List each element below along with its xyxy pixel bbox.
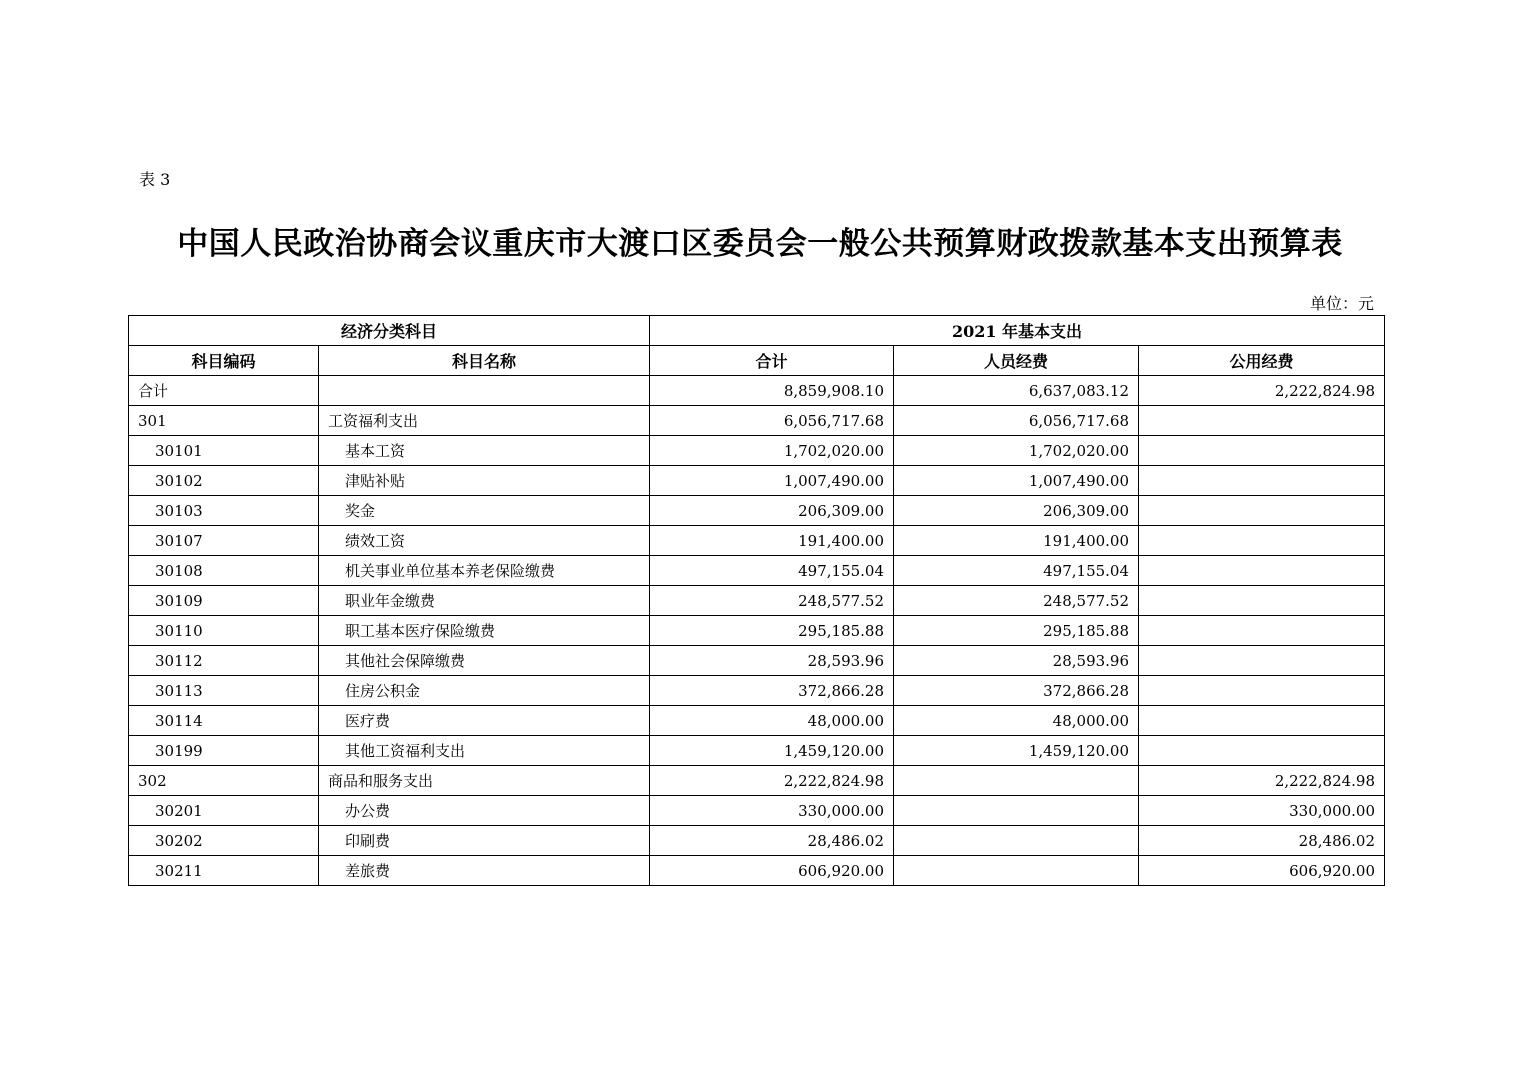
cell-total: 1,702,020.00 [650,436,894,466]
budget-table [128,315,1385,886]
unit-label: 单位：元 [1309,294,1374,313]
table-number-label: 表 3 [139,170,171,189]
cell-code: 30211 [129,856,319,886]
cell-public [1139,676,1385,706]
cell-personnel: 497,155.04 [894,556,1139,586]
cell-personnel: 1,459,120.00 [894,736,1139,766]
table-row [129,736,1385,766]
table-row [129,796,1385,826]
cell-code: 30109 [129,586,319,616]
cell-name: 基本工资 [319,436,650,466]
cell-public [1139,436,1385,466]
table-row [129,826,1385,856]
cell-name: 工资福利支出 [319,406,650,436]
cell-public: 2,222,824.98 [1139,766,1385,796]
cell-personnel: 206,309.00 [894,496,1139,526]
header-total: 合计 [650,346,894,376]
header-expenditure-2021: 2021 年基本支出 [650,316,1385,346]
cell-personnel [894,856,1139,886]
cell-name: 职工基本医疗保险缴费 [319,616,650,646]
cell-total: 330,000.00 [650,796,894,826]
cell-code: 30113 [129,676,319,706]
cell-personnel: 248,577.52 [894,586,1139,616]
cell-code: 30107 [129,526,319,556]
cell-total: 28,486.02 [650,826,894,856]
cell-personnel: 191,400.00 [894,526,1139,556]
header-public: 公用经费 [1139,346,1385,376]
cell-code: 30108 [129,556,319,586]
cell-name: 其他工资福利支出 [319,736,650,766]
table-header [129,316,1385,376]
cell-name: 奖金 [319,496,650,526]
cell-code: 301 [129,406,319,436]
cell-personnel: 1,007,490.00 [894,466,1139,496]
cell-personnel: 295,185.88 [894,616,1139,646]
cell-public [1139,706,1385,736]
cell-code: 30102 [129,466,319,496]
cell-personnel: 6,056,717.68 [894,406,1139,436]
cell-name: 津贴补贴 [319,466,650,496]
cell-name: 职业年金缴费 [319,586,650,616]
cell-total: 8,859,908.10 [650,376,894,406]
cell-total: 295,185.88 [650,616,894,646]
cell-total: 6,056,717.68 [650,406,894,436]
cell-total: 372,866.28 [650,676,894,706]
header-name: 科目名称 [319,346,650,376]
header-classification: 经济分类科目 [129,316,650,346]
table-row [129,496,1385,526]
cell-name: 办公费 [319,796,650,826]
table-row [129,466,1385,496]
cell-name: 绩效工资 [319,526,650,556]
cell-name: 其他社会保障缴费 [319,646,650,676]
cell-public: 28,486.02 [1139,826,1385,856]
cell-personnel: 372,866.28 [894,676,1139,706]
cell-personnel: 48,000.00 [894,706,1139,736]
table-row [129,706,1385,736]
cell-total: 1,007,490.00 [650,466,894,496]
table-row [129,766,1385,796]
cell-personnel: 6,637,083.12 [894,376,1139,406]
cell-public [1139,466,1385,496]
cell-public: 2,222,824.98 [1139,376,1385,406]
table-row [129,616,1385,646]
group-header-row [129,316,1385,346]
cell-total: 191,400.00 [650,526,894,556]
table-row [129,556,1385,586]
cell-total: 28,593.96 [650,646,894,676]
cell-public [1139,556,1385,586]
cell-name [319,376,650,406]
cell-personnel [894,766,1139,796]
cell-name: 商品和服务支出 [319,766,650,796]
cell-public [1139,646,1385,676]
column-header-row [129,346,1385,376]
cell-public [1139,616,1385,646]
cell-personnel [894,826,1139,856]
cell-total: 497,155.04 [650,556,894,586]
cell-name: 印刷费 [319,826,650,856]
cell-name: 机关事业单位基本养老保险缴费 [319,556,650,586]
cell-public [1139,736,1385,766]
cell-public: 606,920.00 [1139,856,1385,886]
header-code: 科目编码 [129,346,319,376]
cell-personnel: 28,593.96 [894,646,1139,676]
cell-total: 248,577.52 [650,586,894,616]
cell-public [1139,406,1385,436]
document-title: 中国人民政治协商会议重庆市大渡口区委员会一般公共预算财政拨款基本支出预算表 [177,226,1343,262]
cell-code: 30103 [129,496,319,526]
cell-public [1139,526,1385,556]
cell-code: 30110 [129,616,319,646]
table-row [129,436,1385,466]
table-row [129,406,1385,436]
table-row [129,676,1385,706]
cell-name: 住房公积金 [319,676,650,706]
cell-public [1139,586,1385,616]
cell-code: 30112 [129,646,319,676]
table-row [129,586,1385,616]
cell-public: 330,000.00 [1139,796,1385,826]
cell-total: 2,222,824.98 [650,766,894,796]
cell-personnel: 1,702,020.00 [894,436,1139,466]
cell-personnel [894,796,1139,826]
table-row [129,376,1385,406]
cell-code: 30199 [129,736,319,766]
cell-code: 30114 [129,706,319,736]
cell-name: 医疗费 [319,706,650,736]
table-body [129,376,1385,886]
cell-total: 606,920.00 [650,856,894,886]
table-row [129,856,1385,886]
cell-total: 1,459,120.00 [650,736,894,766]
cell-public [1139,496,1385,526]
header-personnel: 人员经费 [894,346,1139,376]
cell-total: 48,000.00 [650,706,894,736]
cell-code: 30201 [129,796,319,826]
cell-code: 合计 [129,376,319,406]
cell-code: 302 [129,766,319,796]
table-row [129,646,1385,676]
cell-code: 30202 [129,826,319,856]
cell-total: 206,309.00 [650,496,894,526]
cell-name: 差旅费 [319,856,650,886]
table-row [129,526,1385,556]
cell-code: 30101 [129,436,319,466]
